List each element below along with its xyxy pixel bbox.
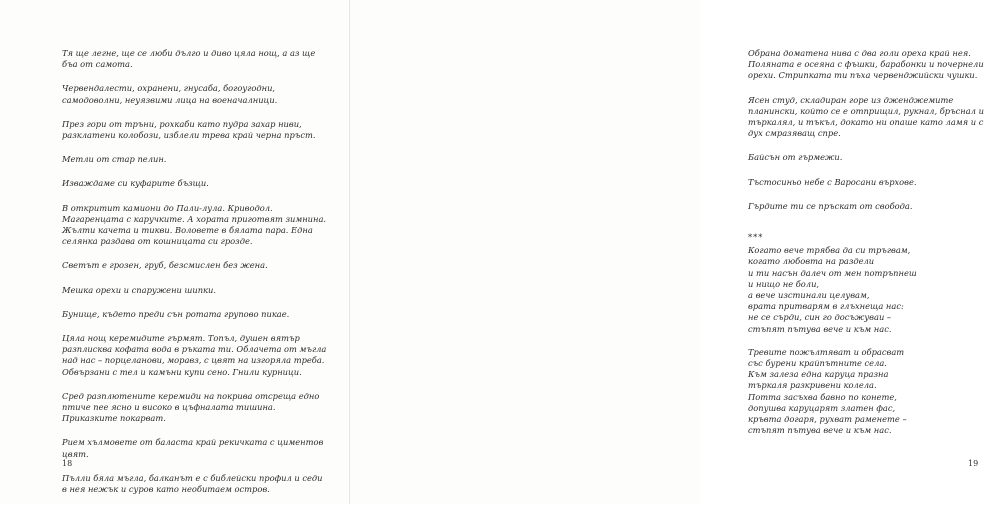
poem-line: Към залеза една каруца празна bbox=[748, 369, 889, 380]
left-paragraph-6: В откритит камиони до Пали-лула. Криводол. Магаренцата с каручките. А хората приготвят зимнина. Жълти качета и тикви. Воловете в бялата пара. Една селянка раздава от кошницата си грозде. bbox=[62, 202, 327, 247]
poem-line: Тревите пожълтяват и обрасват bbox=[748, 346, 905, 357]
right-page-text bbox=[748, 48, 1000, 448]
right-paragraph-4: Тъстосиньо небе с Варосани върхове. bbox=[748, 176, 917, 187]
page-number-right: 19 bbox=[968, 459, 979, 468]
right-paragraph-1: Обрана доматена нива с два голи ореха край нея. Поляната е осеяна с фъшки, барабонки и почернели орехи. Стрипката ти пъха червенджийски чушки. bbox=[748, 48, 984, 81]
poem-line: стъпят пътува вече и към нас. bbox=[748, 323, 892, 334]
poem-line: търкаля разкривени колела. bbox=[748, 380, 877, 391]
left-paragraph-3: През гори от тръни, рохкаби като пудра захар ниви, разклатени колобози, изблели трева край черна пръст. bbox=[62, 118, 316, 141]
left-paragraph-12: Рием хълмовете от баласта край рекичката с циментов цвят. bbox=[62, 437, 324, 459]
left-paragraph-9: Бунище, където преди сън ротата групово пикае. bbox=[62, 308, 290, 319]
left-paragraph-5: Изваждаме си куфарите бъзщи. bbox=[62, 178, 209, 189]
poem-line: стъпят пътува вече и към нас. bbox=[748, 425, 892, 436]
poem-stanza-1 bbox=[748, 245, 1000, 335]
left-paragraph-7: Светът е грозен, груб, безсмислен без жена. bbox=[62, 260, 268, 271]
left-page bbox=[0, 0, 349, 504]
poem-line: когато любовта на раздели bbox=[748, 256, 875, 267]
poem-line: допушва каруцарят златен фас, bbox=[748, 402, 896, 413]
poem-line: а вече изстинали целувам, bbox=[748, 290, 870, 301]
right-paragraph-5: Гърдите ти се пръскат от свобода. bbox=[748, 200, 913, 211]
left-paragraph-8: Мешка орехи и спаружени шипки. bbox=[62, 284, 216, 295]
poem-line: Потта засъхва бавно по конете, bbox=[748, 391, 897, 402]
left-page-text bbox=[62, 48, 327, 508]
left-paragraph-1: Тя ще легне, ще се люби дълго и диво цяла нощ, а аз ще бъа от самота. bbox=[62, 48, 316, 70]
poem-line: Когато вече трябва да си тръгвам, bbox=[748, 245, 911, 256]
poem-line: и ти насън далеч от мен потръпнеш bbox=[748, 267, 917, 278]
section-separator: *** bbox=[748, 232, 764, 243]
poem-line: врата притварям в глъхнеща нас: bbox=[748, 301, 904, 312]
poem-line: и нищо не боли, bbox=[748, 278, 820, 289]
poem-line: кръвта догаря, рухват раменете – bbox=[748, 414, 907, 425]
left-paragraph-2: Червендалести, охранени, гнусаба, богоугодни, самодоволни, неуязвими лица на военачалници. bbox=[62, 83, 278, 105]
left-paragraph-13: Пълли бяла мъгла, балканът е с библейски профил и седи в нея нежък и суров като необитаем остров. bbox=[62, 472, 323, 495]
poem-stanza-2 bbox=[748, 347, 1000, 437]
left-paragraph-11: Сред разплютените керемиди на покрива отсреща едно птиче пее ясно и високо в цъфналата тишина. Приказките покарват. bbox=[62, 390, 320, 424]
poem-line: не се сърди, син го досъжуваи – bbox=[748, 312, 892, 323]
right-paragraph-2: Ясен студ, складиран горе из дженджемите планински, който се е отприщил, рукнал, бръснал и търкалял, и тъкъл, докато ни опаше като ламя и с дух смразяващ спре. bbox=[748, 94, 984, 139]
left-paragraph-4: Метли от стар пелин. bbox=[62, 154, 167, 165]
page-number-left: 18 bbox=[62, 459, 73, 468]
left-paragraph-10: Цяла нощ керемидите гърмят. Топъл, душен вятър разплисква кофата вода в ръката ти. Облачета от мъгла над нас – порцеланови, моравз, с цвят на изгоряла треба. Обвързани с тел и камъни купи сено. Гнили курници. bbox=[62, 333, 327, 377]
right-paragraph-3: Байсън от гърмежи. bbox=[748, 152, 843, 163]
poem-line: със бурени крайпътните села. bbox=[748, 358, 887, 369]
right-page bbox=[350, 0, 984, 504]
